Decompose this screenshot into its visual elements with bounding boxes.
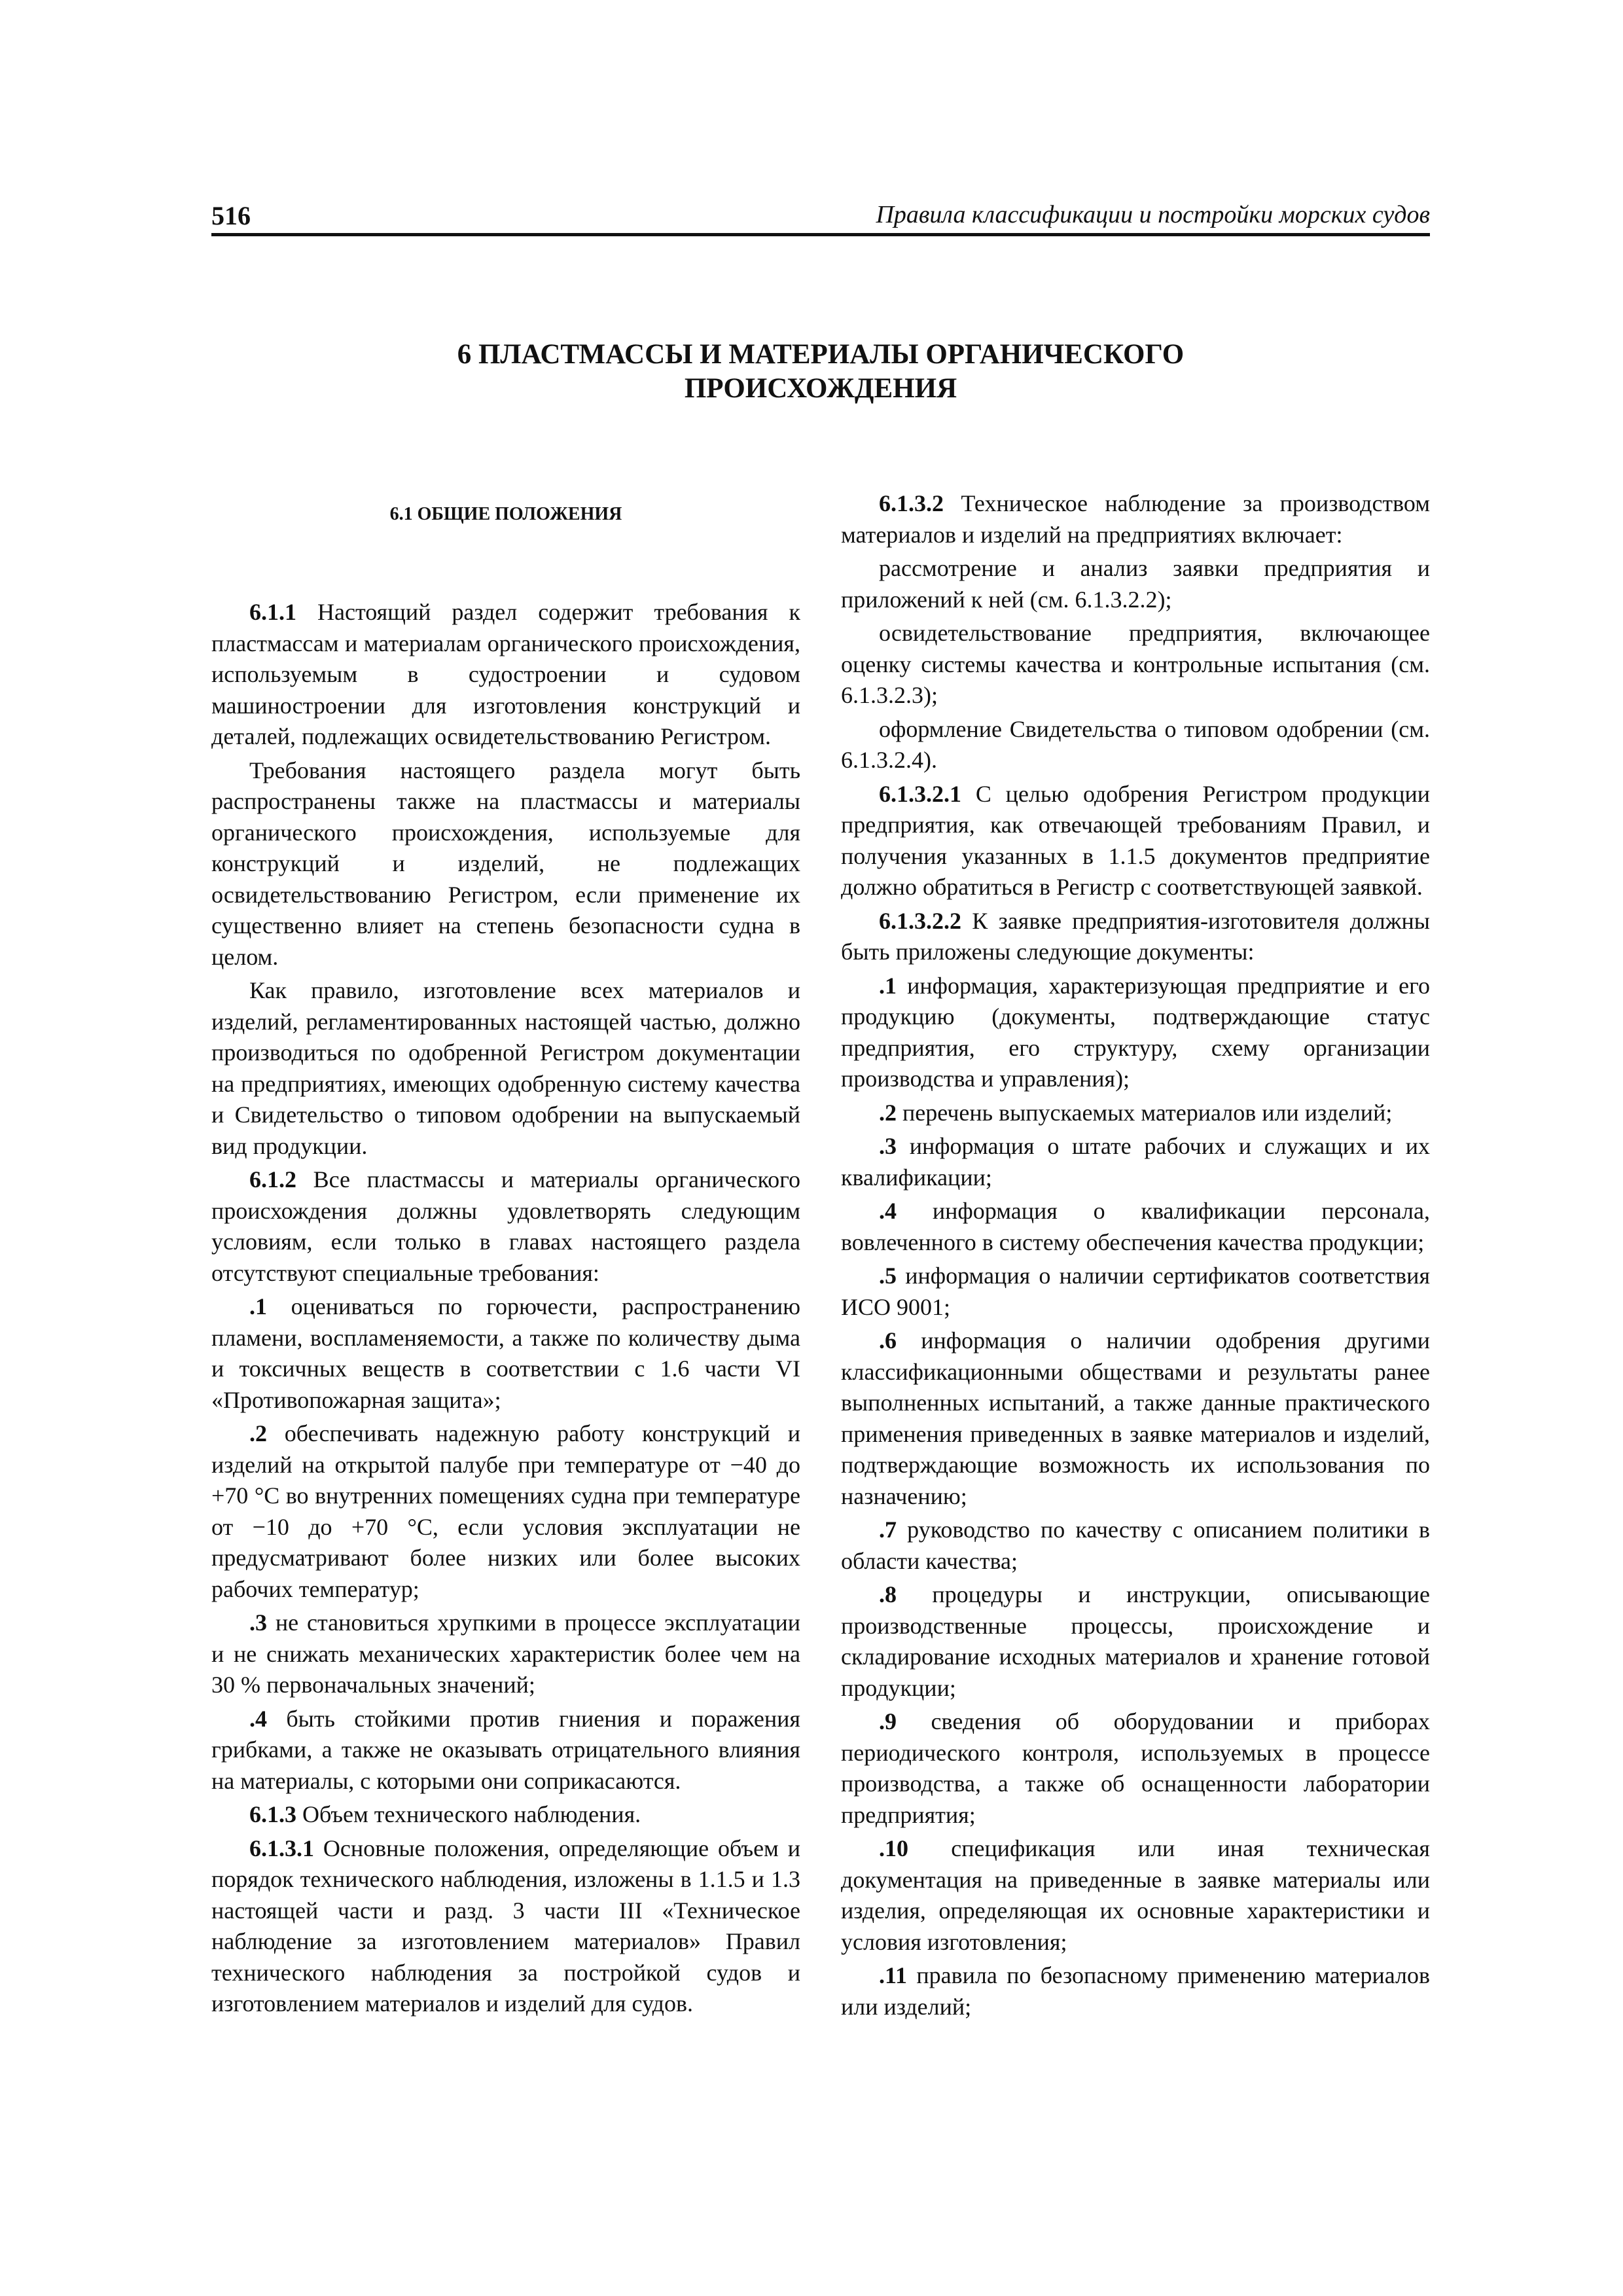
paragraph-text: руководство по качеству с описанием политики в области качества; [841, 1516, 1430, 1574]
paragraph-text: Основные положения, определяющие объем и порядок технического наблюдения, изложены в 1.1.5 и 1.3 настоящей части и разд. 3 части III «Техническое наблюдение за изготовлением материалов» Правил технического наблюдения за постройкой судов и изготовлением материалов и изделий для судов. [211, 1835, 800, 2017]
paragraph [841, 1960, 1430, 2022]
paragraph [211, 1164, 800, 1289]
paragraph [211, 1833, 800, 2020]
paragraph [841, 1325, 1430, 1512]
page-number: 516 [211, 201, 251, 230]
paragraph-number: 6.1.3.1 [249, 1835, 314, 1861]
paragraph-number: .10 [879, 1835, 908, 1861]
paragraph-number: 6.1.2 [249, 1166, 296, 1193]
paragraph [841, 1196, 1430, 1258]
paragraph-text: не становиться хрупкими в процессе эксплуатации и не снижать механических характеристик более чем на 30 % первоначальных значений; [211, 1609, 800, 1698]
paragraph-text: информация о квалификации персонала, вовлеченного в систему обеспечения качества продукции; [841, 1198, 1430, 1255]
paragraph [841, 1261, 1430, 1323]
paragraph [211, 597, 800, 753]
paragraph-number: .2 [249, 1420, 267, 1446]
paragraph-text: оцениваться по горючести, распространению пламени, воспламеняемости, а также по количеству дыма и токсичных веществ в соответствии с 1.6 части VI «Противопожарная защита»; [211, 1293, 800, 1413]
paragraph [841, 714, 1430, 776]
paragraph-text: информация о наличии одобрения другими классификационными обществами и результаты ранее выполненных испытаний, а также данные практического применения приведенных в заявке материалов и изделий, подтверждающие возможность их использования по назначению; [841, 1327, 1430, 1509]
chapter-title-line-2: ПРОИСХОЖДЕНИЯ [684, 373, 957, 404]
paragraph-number: 6.1.3.2 [879, 490, 944, 516]
paragraph-text: Объем технического наблюдения. [296, 1801, 641, 1827]
paragraph [841, 1706, 1430, 1831]
chapter-title-line-1: 6 ПЛАСТМАССЫ И МАТЕРИАЛЫ ОРГАНИЧЕСКОГО [457, 339, 1185, 370]
paragraph [211, 1607, 800, 1701]
paragraph [841, 618, 1430, 711]
paragraph-number: 6.1.3 [249, 1801, 296, 1827]
paragraph [841, 1579, 1430, 1704]
paragraph [841, 1833, 1430, 1958]
paragraph-number: .4 [249, 1705, 267, 1732]
paragraph [841, 779, 1430, 903]
paragraph-number: .11 [879, 1962, 908, 1988]
paragraph-number: .7 [879, 1516, 897, 1543]
paragraph-text: перечень выпускаемых материалов или изделий; [897, 1099, 1393, 1126]
left-paragraphs [211, 597, 800, 2020]
right-column [841, 488, 1430, 2025]
running-header [211, 198, 1430, 234]
paragraph [211, 1291, 800, 1416]
paragraph-text: Требования настоящего раздела могут быть распространены также на пластмассы и материалы органического происхождения, используемые для конструкций и изделий, не подлежащих освидетельствованию Регистром, если применение их существенно влияет на степень безопасности судна в целом. [211, 757, 800, 970]
paragraph-text: процедуры и инструкции, описывающие производственные процессы, происхождение и складирование исходных материалов и хранение готовой продукции; [841, 1581, 1430, 1701]
paragraph-number: .3 [879, 1133, 897, 1159]
paragraph-number: .8 [879, 1581, 897, 1607]
paragraph [841, 1515, 1430, 1577]
paragraph-number: 6.1.3.2.1 [879, 780, 961, 807]
paragraph-text: информация, характеризующая предприятие и его продукцию (документы, подтверждающие статус предприятия, его структуру, схему организации производства и управления); [841, 972, 1430, 1092]
paragraph-text: спецификация или иная техническая документация на приведенные в заявке материалы или изделия, определяющая их основные характеристики и условия изготовления; [841, 1835, 1430, 1955]
paragraph-number: .4 [879, 1198, 897, 1224]
paragraph [841, 553, 1430, 615]
left-column [211, 488, 800, 2022]
paragraph-number: .1 [249, 1293, 267, 1319]
paragraph [211, 975, 800, 1162]
running-header-title: Правила классификации и постройки морских судов [876, 201, 1430, 228]
chapter-title [211, 338, 1430, 406]
paragraph-number: 6.1.1 [249, 599, 296, 625]
paragraph [841, 971, 1430, 1095]
paragraph [211, 1418, 800, 1605]
paragraph-number: .5 [879, 1263, 897, 1289]
paragraph-number: 6.1.3.2.2 [879, 907, 961, 934]
paragraph-text: Как правило, изготовление всех материалов и изделий, регламентированных настоящей частью, должно производиться по одобренной Регистром документации на предприятиях, имеющих одобренную систему качества и Свидетельство о типовом одобрении на выпускаемый вид продукции. [211, 977, 800, 1159]
paragraph [841, 488, 1430, 550]
paragraph-text: К заявке предприятия-изготовителя должны быть приложены следующие документы: [841, 907, 1430, 965]
paragraph-text: информация о наличии сертификатов соответствия ИСО 9001; [841, 1263, 1430, 1320]
paragraph-text: быть стойкими против гниения и поражения грибками, а также не оказывать отрицательного влияния на материалы, с которыми они соприкасаются. [211, 1705, 800, 1794]
paragraph-text: рассмотрение и анализ заявки предприятия и приложений к ней (см. 6.1.3.2.2); [841, 555, 1430, 613]
paragraph-text: Техническое наблюдение за производством материалов и изделий на предприятиях включает: [841, 490, 1430, 548]
paragraph-text: правила по безопасному применению материалов или изделий; [841, 1962, 1430, 2020]
paragraph [841, 1098, 1430, 1129]
paragraph-text: обеспечивать надежную работу конструкций и изделий на открытой палубе при температуре от −40 до +70 °С во внутренних помещениях судна при температуре от −10 до +70 °С, если условия эксплуатации не предусматривают более низких или более высоких рабочих температур; [211, 1420, 800, 1602]
paragraph-text: сведения об оборудовании и приборах периодического контроля, используемых в процессе производства, а также об оснащенности лаборатории предприятия; [841, 1708, 1430, 1828]
paragraph-number: .3 [249, 1609, 267, 1636]
paragraph-text: информация о штате рабочих и служащих и их квалификации; [841, 1133, 1430, 1191]
section-heading: 6.1 ОБЩИЕ ПОЛОЖЕНИЯ [389, 504, 622, 524]
paragraph [211, 755, 800, 973]
paragraph-text: С целью одобрения Регистром продукции предприятия, как отвечающей требованиям Правил, и получения указанных в 1.1.5 документов предприятие должно обратиться в Регистр с соответствующей заявкой. [841, 780, 1430, 900]
paragraph [211, 1799, 800, 1831]
paragraph [841, 906, 1430, 968]
paragraph [211, 1704, 800, 1797]
paragraph-text: освидетельствование предприятия, включающее оценку системы качества и контрольные испытания (см. 6.1.3.2.3); [841, 620, 1430, 708]
paragraph-text: оформление Свидетельства о типовом одобрении (см. 6.1.3.2.4). [841, 715, 1430, 773]
paragraph-number: .2 [879, 1099, 897, 1126]
paragraph-number: .9 [879, 1708, 897, 1734]
header-rule [211, 233, 1430, 236]
paragraph-text: Настоящий раздел содержит требования к пластмассам и материалам органического происхождения, используемым в судостроении и судовом машиностроении для изготовления конструкций и деталей, подлежащих освидетельствованию Регистром. [211, 599, 800, 749]
paragraph-text: Все пластмассы и материалы органического происхождения должны удовлетворять следующим условиям, если только в главах настоящего раздела отсутствуют специальные требования: [211, 1166, 800, 1286]
right-paragraphs [841, 488, 1430, 2022]
paragraph [841, 1131, 1430, 1193]
paragraph-number: .6 [879, 1327, 897, 1354]
paragraph-number: .1 [879, 972, 897, 999]
